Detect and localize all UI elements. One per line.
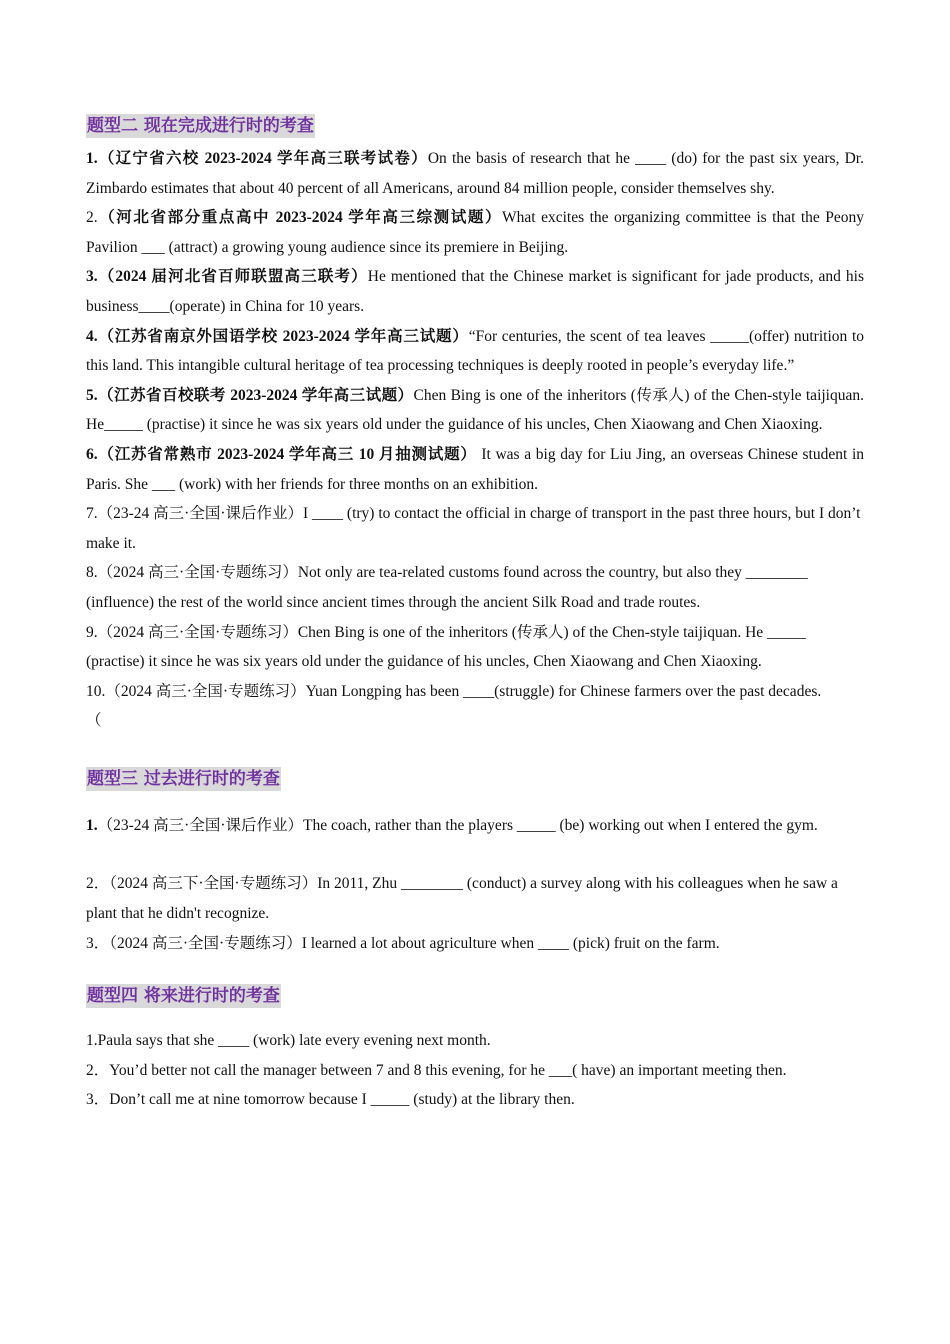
question-source: （2024 高三·全国·专题练习） xyxy=(109,934,302,952)
question-text: Don’t call me at nine tomorrow because I _____ (study) at the library then. xyxy=(109,1091,575,1109)
section-heading-wrap xyxy=(86,112,864,144)
question-number: 2. xyxy=(86,209,98,227)
spacer xyxy=(86,736,864,765)
section-heading: 题型四 将来进行时的考查 xyxy=(87,986,280,1007)
question-source: （辽宁省六校 2023-2024 学年高三联考试卷） xyxy=(97,150,428,167)
question-source: （河北省部分重点高中 2023-2024 学年高三综测试题） xyxy=(97,209,503,227)
section-heading-wrap xyxy=(86,765,864,811)
question-text: On the basis of research that he ____ (do) for the past six years, Dr. Zimbardo estimates that about 40 percent of all Americans, around 84 million people, consider themselves shy. xyxy=(86,150,864,197)
question-number: 1. xyxy=(86,816,98,834)
question-text: Not only are tea-related customs found across the country, but also they ________ (influence) the rest of the world since ancient times through the ancient Silk Road and trade routes. xyxy=(86,564,808,611)
question-number: 1. xyxy=(86,150,98,167)
question-item xyxy=(86,869,851,928)
question-text: The coach, rather than the players _____ (be) working out when I entered the gym. xyxy=(303,816,818,834)
question-text: Yuan Longping has been ____(struggle) for Chinese farmers over the past decades. （ xyxy=(86,682,822,730)
question-number: 3． xyxy=(86,934,110,952)
question-text: Chen Bing is one of the inheritors (传承人) of the Chen-style taijiquan. He_____ (practise) it since he was six years old under the guidance of his uncles, Chen Xiaowang and Chen Xiaoxing. xyxy=(86,386,864,434)
section-heading: 题型三 过去进行时的考查 xyxy=(87,768,280,789)
question-source: （江苏省百校联考 2023-2024 学年高三试题） xyxy=(97,386,414,404)
question-item xyxy=(86,144,864,203)
question-item xyxy=(86,1026,864,1056)
question-source: （2024 届河北省百师联盟高三联考） xyxy=(97,268,368,286)
section-heading: 题型二 现在完成进行时的考查 xyxy=(87,116,314,136)
question-text: What excites the organizing committee is that the Peony Pavilion ___ (attract) a growing young audience since its premiere in Beijing. xyxy=(86,209,864,256)
question-text: Paula says that she ____ (work) late every evening next month. xyxy=(97,1032,491,1050)
question-number: 2． xyxy=(86,875,110,893)
question-number: 5. xyxy=(86,386,98,404)
question-item xyxy=(86,203,864,262)
question-text: It was a big day for Liu Jing, an overseas Chinese student in Paris. She ___ (work) with her friends for three months on an exhibition. xyxy=(86,445,864,493)
question-text: He mentioned that the Chinese market is significant for jade products, and his business____(operate) in China for 10 years. xyxy=(86,268,864,315)
question-number: 3． xyxy=(86,1091,110,1109)
question-text: “For centuries, the scent of tea leaves _____(offer) nutrition to this land. This intangible cultural heritage of tea processing techniques is deeply rooted in people’s everyday life.” xyxy=(86,327,864,375)
question-source: （2024 高三下·全国·专题练习） xyxy=(109,875,318,893)
question-item xyxy=(86,262,864,321)
question-item xyxy=(86,381,864,440)
question-source: （江苏省常熟市 2023-2024 学年高三 10 月抽测试题） xyxy=(97,445,477,463)
question-source: （23-24 高三·全国·课后作业） xyxy=(97,816,303,834)
question-item xyxy=(86,618,864,677)
question-text: I learned a lot about agriculture when ____ (pick) fruit on the farm. xyxy=(301,934,720,952)
spacer xyxy=(86,840,864,869)
question-source: （23-24 高三·全国·课后作业） xyxy=(97,505,303,523)
question-number: 6. xyxy=(86,445,98,463)
question-text: In 2011, Zhu ________ (conduct) a survey along with his colleagues when he saw a plant that he didn't recognize. xyxy=(86,875,838,923)
document-page xyxy=(86,112,864,1115)
spacer xyxy=(86,958,864,982)
question-item xyxy=(86,558,864,617)
question-number: 10. xyxy=(86,682,106,700)
question-source: （2024 高三·全国·专题练习） xyxy=(105,682,306,700)
question-number: 7. xyxy=(86,505,98,523)
question-text: You’d better not call the manager between 7 and 8 this evening, for he ___( have) an important meeting then. xyxy=(109,1061,787,1079)
question-number: 9. xyxy=(86,623,98,641)
question-number: 1. xyxy=(86,1032,98,1050)
question-source: （2024 高三·全国·专题练习） xyxy=(97,564,298,582)
question-item xyxy=(86,811,846,841)
question-item xyxy=(86,499,864,558)
question-text: Chen Bing is one of the inheritors (传承人) of the Chen-style taijiquan. He _____ (practise) it since he was six years old under the guidance of his uncles, Chen Xiaowang and Chen Xiaoxing. xyxy=(86,623,806,671)
question-source: （2024 高三·全国·专题练习） xyxy=(97,623,298,641)
section-heading-wrap xyxy=(86,982,864,1026)
question-number: 3. xyxy=(86,268,98,286)
question-number: 4. xyxy=(86,327,98,345)
question-text: I ____ (try) to contact the official in charge of transport in the past three hours, but I don’t make it. xyxy=(86,505,861,552)
question-item xyxy=(86,677,826,736)
question-item xyxy=(86,322,864,381)
question-item xyxy=(86,929,864,959)
question-item xyxy=(86,1085,864,1115)
question-number: 2． xyxy=(86,1061,110,1079)
question-number: 8. xyxy=(86,564,98,582)
question-item xyxy=(86,440,864,499)
question-source: （江苏省南京外国语学校 2023-2024 学年高三试题） xyxy=(97,327,469,345)
question-item xyxy=(86,1056,864,1086)
